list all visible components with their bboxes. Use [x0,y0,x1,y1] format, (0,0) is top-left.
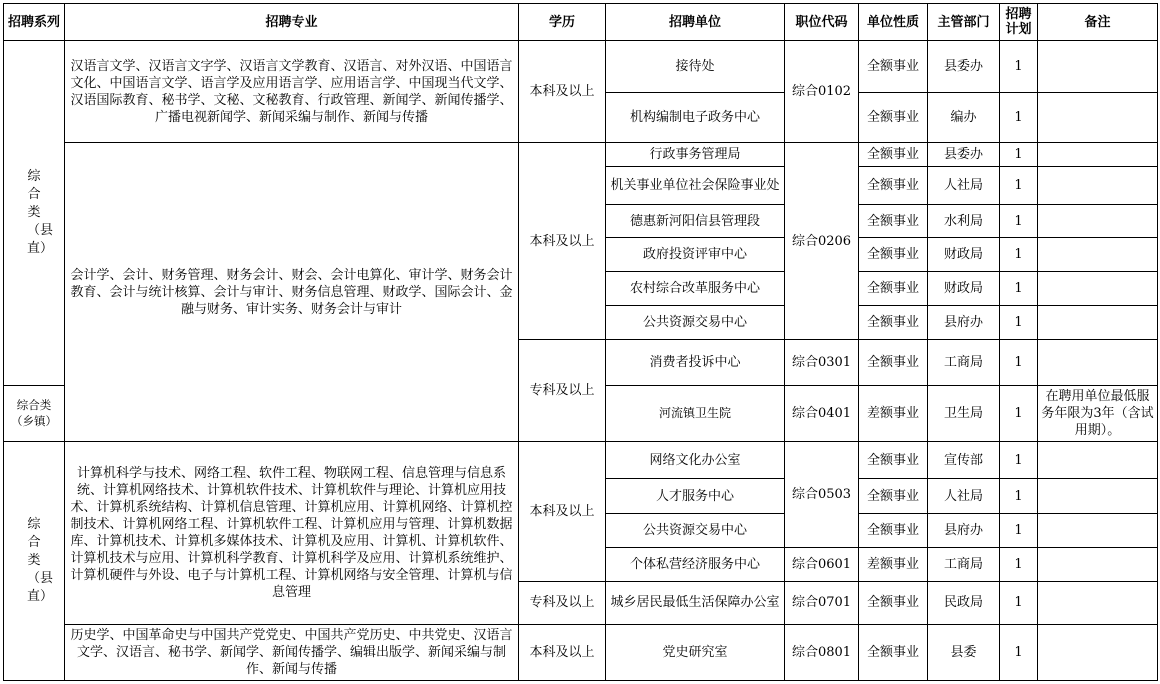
header-category: 招聘系列 [4,4,65,41]
header-code: 职位代码 [785,4,859,41]
plan-cell: 1 [1000,385,1038,441]
header-major: 招聘专业 [65,4,519,41]
note-cell [1038,167,1158,205]
header-note: 备注 [1038,4,1158,41]
recruitment-table [3,3,1158,681]
nature-cell: 全额事业 [859,442,928,479]
nature-cell: 全额事业 [859,624,928,681]
table-row [4,143,1158,167]
nature-cell: 全额事业 [859,237,928,271]
education-cell: 本科及以上 [519,143,606,340]
code-cell: 综合0601 [785,547,859,581]
education-cell: 本科及以上 [519,41,606,143]
unit-cell: 河流镇卫生院 [606,385,785,441]
dept-cell: 县委办 [928,143,1000,167]
nature-cell: 全额事业 [859,306,928,340]
plan-cell: 1 [1000,306,1038,340]
unit-cell: 公共资源交易中心 [606,306,785,340]
header-row [4,4,1158,41]
major-cell: 计算机科学与技术、网络工程、软件工程、物联网工程、信息管理与信息系统、计算机网络技术、计算机软件技术、计算机软件与理论、计算机应用技术、计算机系统结构、计算机信息管理、计算机应用、计算机网络、计算机控制技术、计算机网络工程、计算机软件工程、计算机应用与管理、计算机数据库、计算机技术、计算机多媒体技术、计算机及应用、计算机、计算机软件、计算机技术与应用、计算机科学教育、计算机科学及应用、计算机系统维护、计算机硬件与外设、电子与计算机工程、计算机网络与安全管理、计算机与信息管理 [65,442,519,624]
education-cell: 专科及以上 [519,340,606,442]
plan-cell: 1 [1000,143,1038,167]
code-cell: 综合0503 [785,442,859,548]
note-cell [1038,205,1158,237]
dept-cell: 人社局 [928,479,1000,513]
nature-cell: 全额事业 [859,479,928,513]
plan-cell: 1 [1000,271,1038,305]
note-cell [1038,237,1158,271]
major-cell: 汉语言文学、汉语言文字学、汉语言文学教育、汉语言、对外汉语、中国语言文化、中国语言文学、语言学及应用语言学、应用语言学、中国现当代文学、汉语国际教育、秘书学、文秘、文秘教育、行政管理、新闻学、新闻传播学、广播电视新闻学、新闻采编与制作、新闻与传播 [65,41,519,143]
table-row [4,624,1158,681]
note-cell [1038,306,1158,340]
table-row [4,41,1158,92]
unit-cell: 个体私营经济服务中心 [606,547,785,581]
plan-cell: 1 [1000,340,1038,385]
note-cell [1038,340,1158,385]
unit-cell: 德惠新河阳信县管理段 [606,205,785,237]
unit-cell: 公共资源交易中心 [606,513,785,547]
education-cell: 本科及以上 [519,624,606,681]
unit-cell: 网络文化办公室 [606,442,785,479]
note-cell [1038,92,1158,142]
plan-cell: 1 [1000,442,1038,479]
dept-cell: 卫生局 [928,385,1000,441]
header-education: 学历 [519,4,606,41]
header-dept: 主管部门 [928,4,1000,41]
note-cell [1038,442,1158,479]
plan-cell: 1 [1000,237,1038,271]
unit-cell: 机关事业单位社会保险事业处 [606,167,785,205]
category-cell: 综合类（乡镇） [4,385,65,441]
dept-cell: 县委 [928,624,1000,681]
note-cell [1038,41,1158,92]
dept-cell: 水利局 [928,205,1000,237]
table-row [4,442,1158,479]
plan-cell: 1 [1000,205,1038,237]
note-cell [1038,271,1158,305]
dept-cell: 工商局 [928,547,1000,581]
unit-cell: 农村综合改革服务中心 [606,271,785,305]
unit-cell: 消费者投诉中心 [606,340,785,385]
dept-cell: 宣传部 [928,442,1000,479]
major-cell: 历史学、中国革命史与中国共产党党史、中国共产党历史、中共党史、汉语言文学、汉语言、秘书学、新闻学、新闻传播学、编辑出版学、新闻采编与制作、新闻与传播 [65,624,519,681]
nature-cell: 全额事业 [859,513,928,547]
nature-cell: 全额事业 [859,41,928,92]
plan-cell: 1 [1000,582,1038,624]
plan-cell: 1 [1000,92,1038,142]
dept-cell: 工商局 [928,340,1000,385]
category-cell: 综合类（县直） [4,41,65,386]
plan-cell: 1 [1000,479,1038,513]
nature-cell: 差额事业 [859,547,928,581]
header-plan: 招聘计划 [1000,4,1038,41]
header-nature: 单位性质 [859,4,928,41]
nature-cell: 全额事业 [859,340,928,385]
education-cell: 本科及以上 [519,442,606,582]
nature-cell: 全额事业 [859,271,928,305]
code-cell: 综合0206 [785,143,859,340]
plan-cell: 1 [1000,513,1038,547]
header-unit: 招聘单位 [606,4,785,41]
dept-cell: 民政局 [928,582,1000,624]
note-cell [1038,547,1158,581]
plan-cell: 1 [1000,547,1038,581]
plan-cell: 1 [1000,167,1038,205]
nature-cell: 全额事业 [859,582,928,624]
note-cell [1038,624,1158,681]
education-cell: 专科及以上 [519,582,606,624]
unit-cell: 机构编制电子政务中心 [606,92,785,142]
unit-cell: 接待处 [606,41,785,92]
note-cell [1038,513,1158,547]
note-cell [1038,582,1158,624]
dept-cell: 县府办 [928,513,1000,547]
code-cell: 综合0301 [785,340,859,385]
code-cell: 综合0801 [785,624,859,681]
plan-cell: 1 [1000,624,1038,681]
note-cell: 在聘用单位最低服务年限为3年（含试用期）。 [1038,385,1158,441]
code-cell: 综合0102 [785,41,859,143]
note-cell [1038,143,1158,167]
nature-cell: 全额事业 [859,205,928,237]
dept-cell: 人社局 [928,167,1000,205]
unit-cell: 党史研究室 [606,624,785,681]
nature-cell: 全额事业 [859,92,928,142]
dept-cell: 财政局 [928,237,1000,271]
nature-cell: 全额事业 [859,143,928,167]
unit-cell: 行政事务管理局 [606,143,785,167]
major-cell: 会计学、会计、财务管理、财务会计、财会、会计电算化、审计学、财务会计教育、会计与统计核算、会计与审计、财务信息管理、财政学、国际会计、金融与财务、审计实务、财务会计与审计 [65,143,519,442]
category-cell: 综合类（县直） [4,442,65,681]
nature-cell: 差额事业 [859,385,928,441]
dept-cell: 县府办 [928,306,1000,340]
unit-cell: 政府投资评审中心 [606,237,785,271]
nature-cell: 全额事业 [859,167,928,205]
unit-cell: 人才服务中心 [606,479,785,513]
dept-cell: 县委办 [928,41,1000,92]
plan-cell: 1 [1000,41,1038,92]
unit-cell: 城乡居民最低生活保障办公室 [606,582,785,624]
dept-cell: 编办 [928,92,1000,142]
note-cell [1038,479,1158,513]
dept-cell: 财政局 [928,271,1000,305]
code-cell: 综合0701 [785,582,859,624]
code-cell: 综合0401 [785,385,859,441]
